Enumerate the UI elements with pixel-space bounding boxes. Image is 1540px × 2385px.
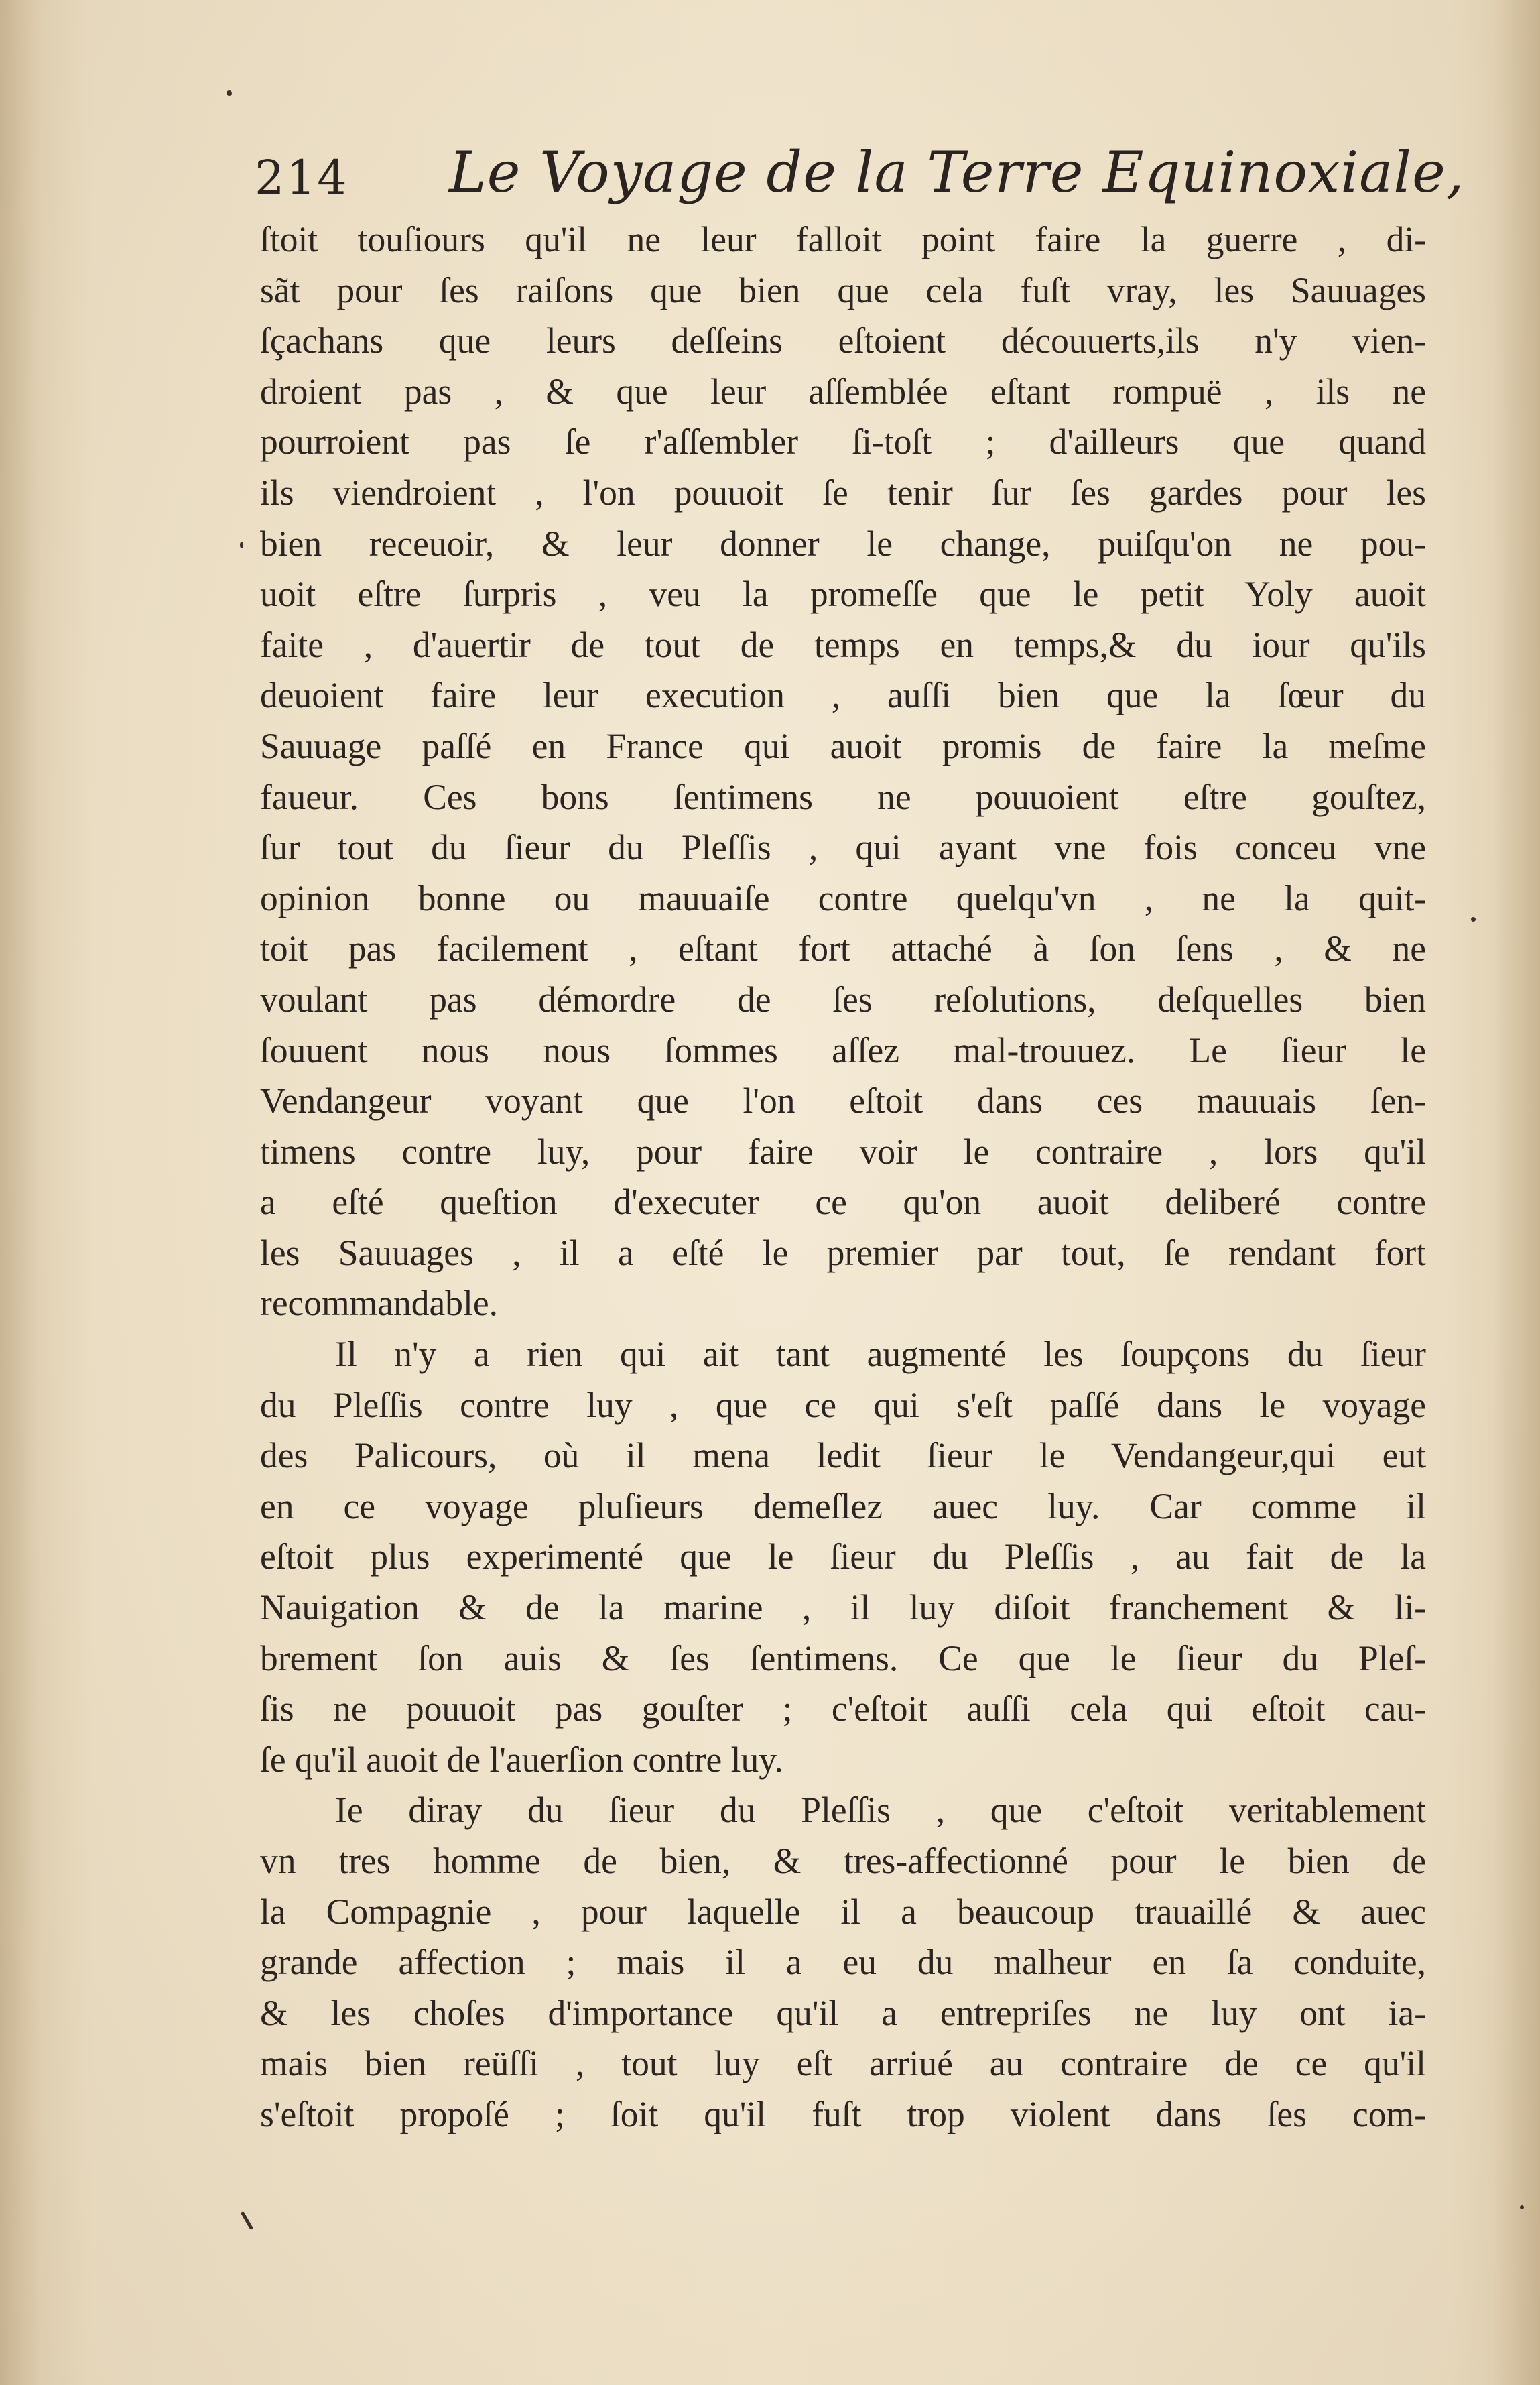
text-line: brement ſon auis & ſes ſentimens. Ce que le ſieur du Pleſ- [260, 1638, 1426, 1678]
text-line: des Palicours, où il mena ledit ſieur le Vendangeur,qui eut [260, 1435, 1426, 1476]
text-line: ſur tout du ſieur du Pleſſis , qui ayant vne fois conceu vne [260, 827, 1426, 868]
ink-stroke [241, 2211, 253, 2230]
page-edge-shadow-left [0, 0, 40, 2385]
text-line: eſtoit plus experimenté que le ſieur du Pleſſis , au fait de la [260, 1536, 1426, 1577]
text-line: du Pleſſis contre luy , que ce qui s'eſt paſſé dans le voyage [260, 1384, 1426, 1425]
text-line: ſis ne pouuoit pas gouſter ; c'eſtoit auſſi cela qui eſtoit cau- [260, 1689, 1426, 1729]
text-line: voulant pas démordre de ſes reſolutions, deſquelles bien [260, 979, 1426, 1020]
body-text [260, 215, 1426, 2140]
text-line: a eſté queſtion d'executer ce qu'on auoit deliberé contre [260, 1182, 1426, 1223]
text-line: grande affection ; mais il a eu du malheur en ſa conduite, [260, 1942, 1426, 1983]
text-line: opinion bonne ou mauuaiſe contre quelqu'vn , ne la quit- [260, 877, 1426, 918]
text-line: toit pas facilement , eſtant fort attaché à ſon ſens , & ne [260, 928, 1426, 969]
text-line: droient pas , & que leur aſſemblée eſtant rompuë , ils ne [260, 371, 1426, 412]
text-line: pourroient pas ſe r'aſſembler ſi-toſt ; d'ailleurs que quand [260, 422, 1426, 463]
text-line: uoit eſtre ſurpris , veu la promeſſe que le petit Yoly auoit [260, 574, 1426, 615]
text-line: ſçachans que leurs deſſeins eſtoient découuerts,ils n'y vien- [260, 320, 1426, 361]
running-title: Le Voyage de la Terre Equinoxiale, [449, 139, 1465, 205]
page-number: 214 [255, 150, 348, 205]
text-line: mais bien reüſſi , tout luy eſt arriué au contraire de ce qu'il [260, 2043, 1426, 2084]
text-line: ſtoit touſiours qu'il ne leur falloit point faire la guerre , di- [260, 219, 1426, 259]
text-line: faueur. Ces bons ſentimens ne pouuoient eſtre gouſtez, [260, 776, 1426, 817]
paragraph-start-line: Il n'y a rien qui ait tant augmenté les ſoupçons du ſieur [335, 1334, 1426, 1375]
ink-speck [227, 90, 232, 96]
text-line: en ce voyage pluſieurs demeſlez auec luy. Car comme il [260, 1485, 1426, 1526]
text-line: & les choſes d'importance qu'il a entrepriſes ne luy ont ia- [260, 1992, 1426, 2033]
text-line: recommandable. [260, 1283, 499, 1324]
text-line: Sauuage paſſé en France qui auoit promis de faire la meſme [260, 725, 1426, 766]
ink-speck [240, 542, 243, 548]
text-line: les Sauuages , il a eſté le premier par tout, ſe rendant fort [260, 1232, 1426, 1273]
text-line: s'eſtoit propoſé ; ſoit qu'il fuſt trop violent dans ſes com- [260, 2093, 1426, 2134]
page-edge-shadow-right [1493, 0, 1540, 2385]
text-line: Nauigation & de la marine , il luy diſoit franchement & li- [260, 1587, 1426, 1628]
page-header [255, 134, 1465, 215]
text-line: ils viendroient , l'on pouuoit ſe tenir ſur ſes gardes pour les [260, 472, 1426, 513]
text-line: Vendangeur voyant que l'on eſtoit dans ces mauuais ſen- [260, 1081, 1426, 1121]
text-line: timens contre luy, pour faire voir le contraire , lors qu'il [260, 1131, 1426, 1172]
paragraph-start-line: Ie diray du ſieur du Pleſſis , que c'eſtoit veritablement [335, 1790, 1426, 1831]
text-line: bien receuoir, & leur donner le change, puiſqu'on ne pou- [260, 523, 1426, 564]
text-line: ſouuent nous nous ſommes aſſez mal-trouuez. Le ſieur le [260, 1030, 1426, 1071]
text-line: ſe qu'il auoit de l'auerſion contre luy. [260, 1739, 783, 1780]
ink-speck [1520, 2205, 1524, 2209]
text-line: vn tres homme de bien, & tres-affectionné pour le bien de [260, 1841, 1426, 1881]
ink-speck [1471, 917, 1476, 922]
text-line: la Compagnie , pour laquelle il a beaucoup trauaillé & auec [260, 1891, 1426, 1932]
text-line: deuoient faire leur execution , auſſi bien que la ſœur du [260, 675, 1426, 716]
text-line: sãt pour ſes raiſons que bien que cela fuſt vray, les Sauuages [260, 269, 1426, 310]
text-line: faite , d'auertir de tout de temps en temps,& du iour qu'ils [260, 624, 1426, 665]
